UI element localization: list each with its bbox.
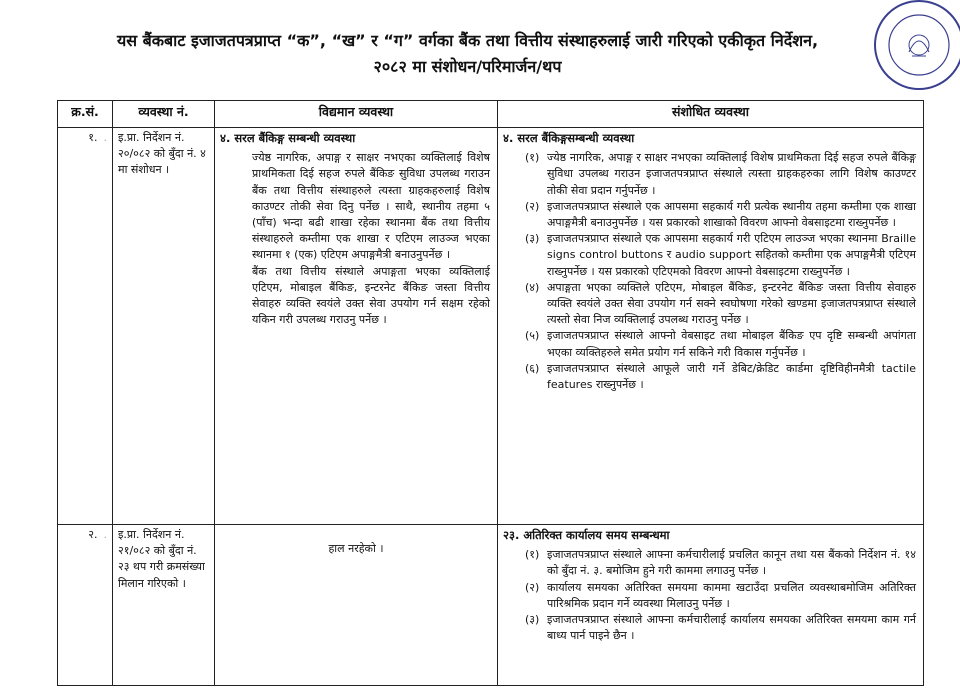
table-header-row <box>58 101 924 128</box>
nepal-rastra-bank-seal-icon <box>870 0 960 98</box>
list-item: (१) इजाजतपत्रप्राप्त संस्थाले आफ्ना कर्मचारीलाई प्रचलित कानून तथा यस बैंकको निर्देशन नं. १४ को बुँदा नं. ३. बमोजिम हुने गरी काममा लगाउनु पर्नेछ । <box>525 548 916 578</box>
row-ref: इ.प्रा. निर्देशन नं. २१/०८२ को बुँदा नं. २३ थप गरी क्रमसंख्या मिलान गरिएको । <box>113 525 215 686</box>
row-existing <box>215 128 498 525</box>
header-revised: संशोधित व्यवस्था <box>498 101 924 128</box>
existing-paragraph: ज्येष्ठ नागरिक, अपाङ्ग र साक्षर नभएका व्यक्तिलाई विशेष प्राथमिकता दिई सहज रुपले बैंकिङ सुविधा उपलब्ध गराउन बैंक तथा वित्तीय संस्थाहरुले त्यस्ता ग्राहकहरुलाई विशेष काउण्टर तोकी सेवा दिनु पर्नेछ । साथै, स्थानीय तहमा ५ (पाँच) भन्दा बढी शाखा रहेका स्थानमा बैंक तथा वित्तीय संस्थाहरुले कम्तीमा एक शाखा र एटिएम लाउञ्ज भएका स्थानमा १ (एक) एटिएम अपाङ्गमैत्री बनाउनुपर्नेछ । <box>252 151 490 262</box>
row-sn: १. . <box>58 128 113 525</box>
document-title <box>60 28 875 80</box>
row-revised <box>498 525 924 686</box>
row-existing <box>215 525 498 686</box>
directive-table <box>57 100 924 686</box>
row-revised <box>498 128 924 525</box>
table-row <box>58 525 924 686</box>
header-existing: विद्यमान व्यवस्था <box>215 101 498 128</box>
list-item: (३) इजाजतपत्रप्राप्त संस्थाले आफ्ना कर्मचारीलाई कार्यालय समयका अतिरिक्त समयमा काम गर्न बाध्य पार्न पाइने छैन । <box>525 613 916 643</box>
list-item: (४) अपाङ्गता भएका व्यक्तिले एटिएम, मोबाइल बैंकिङ, इन्टरनेट बैंकिङ जस्ता वित्तीय सेवाहरु व्यक्ति स्वयंले उक्त सेवा उपयोग गर्न सक्ने स्वघोषणा गरेको खण्डमा इजाजतपत्रप्राप्त संस्थाले त्यस्तो सेवा निज व्यक्तिलाई उपलब्ध गराउनु पर्नेछ । <box>525 280 916 327</box>
title-line-2: २०८२ मा संशोधन/परिमार्जन/थप <box>373 57 562 76</box>
revised-heading: २३. अतिरिक्त कार्यालय समय सम्बन्धमा <box>503 528 670 542</box>
revised-list <box>525 547 918 644</box>
table-row <box>58 128 924 525</box>
list-item: (२) इजाजतपत्रप्राप्त संस्थाले एक आपसमा सहकार्य गरी प्रत्येक स्थानीय तहमा कम्तीमा एक शाखा अपाङ्गमैत्री बनाउनुपर्नेछ । यस प्रकारको शाखाको विवरण आफ्नो वेबसाइटमा राख्नुपर्नेछ । <box>525 199 916 230</box>
title-line-1: यस बैंकबाट इजाजतपत्रप्राप्त “क”, “ख” र “ग” वर्गका बैंक तथा वित्तीय संस्थाहरुलाई जारी गरिएको एकीकृत निर्देशन, <box>116 31 819 50</box>
revised-heading: ४. सरल बैंकिङ्गसम्बन्धी व्यवस्था <box>503 131 635 145</box>
list-item: (१) ज्येष्ठ नागरिक, अपाङ्ग र साक्षर नभएका व्यक्तिलाई विशेष प्राथमिकता दिई सहज रुपले बैंकिङ्ग सुविधा उपलब्ध गराउन इजाजतपत्रप्राप्त संस्थाले त्यस्ता ग्राहकहरुका लागि विशेष काउण्टर तोकी सेवा प्रदान गर्नुपर्नेछ । <box>525 151 916 197</box>
list-item: (५) इजाजतपत्रप्राप्त संस्थाले आफ्नो वेबसाइट तथा मोबाइल बैंकिङ एप दृष्टि सम्बन्धी अपांगता भएका व्यक्तिहरुले समेत प्रयोग गर्न सकिने गरी विकास गर्नुपर्नेछ । <box>525 329 916 359</box>
list-item: (३) इजाजतपत्रप्राप्त संस्थाले एक आपसमा सहकार्य गरी एटिएम लाउञ्ज भएका स्थानमा Braille signs control buttons र audio support सहितको कम्तीमा एक अपाङ्गमैत्री एटिएम राख्नुपर्नेछ । यस प्रकारको एटिएमको विवरण आफ्नो वेबसाइटमा राख्नुपर्नेछ । <box>525 232 916 278</box>
list-item: (६) इजाजतपत्रप्राप्त संस्थाले आफूले जारी गर्ने डेबिट/क्रेडिट कार्डमा दृष्टिविहीनमैत्री tactile features राख्नुपर्नेछ । <box>525 361 916 392</box>
existing-paragraph: बैंक तथा वित्तीय संस्थाले अपाङ्गता भएका व्यक्तिलाई एटिएम, मोबाइल बैंकिङ, इन्टरनेट बैंकिङ जस्ता वित्तीय सेवाहरु व्यक्ति स्वयंले उक्त सेवा उपयोग गर्न सक्षम रहेको यकिन गरी उपलब्ध गराउनु पर्नेछ । <box>252 264 490 327</box>
existing-heading: ४. सरल बैंकिङ्ग सम्बन्धी व्यवस्था <box>220 131 356 145</box>
list-item: (२) कार्यालय समयका अतिरिक्त समयमा काममा खटाउँदा प्रचलित व्यवस्थाबमोजिम अतिरिक्त पारिश्रमिक प्रदान गर्ने व्यवस्था मिलाउनु पर्नेछ । <box>525 580 916 610</box>
revised-list <box>525 150 918 393</box>
row-ref: इ.प्रा. निर्देशन नं. २०/०८२ को बुँदा नं. ४ मा संशोधन । <box>113 128 215 525</box>
row-sn: २. . <box>58 525 113 686</box>
header-ref: व्यवस्था नं. <box>113 101 215 128</box>
header-sn: क्र.सं. <box>58 101 113 128</box>
existing-text: हाल नरहेको । <box>328 542 384 555</box>
